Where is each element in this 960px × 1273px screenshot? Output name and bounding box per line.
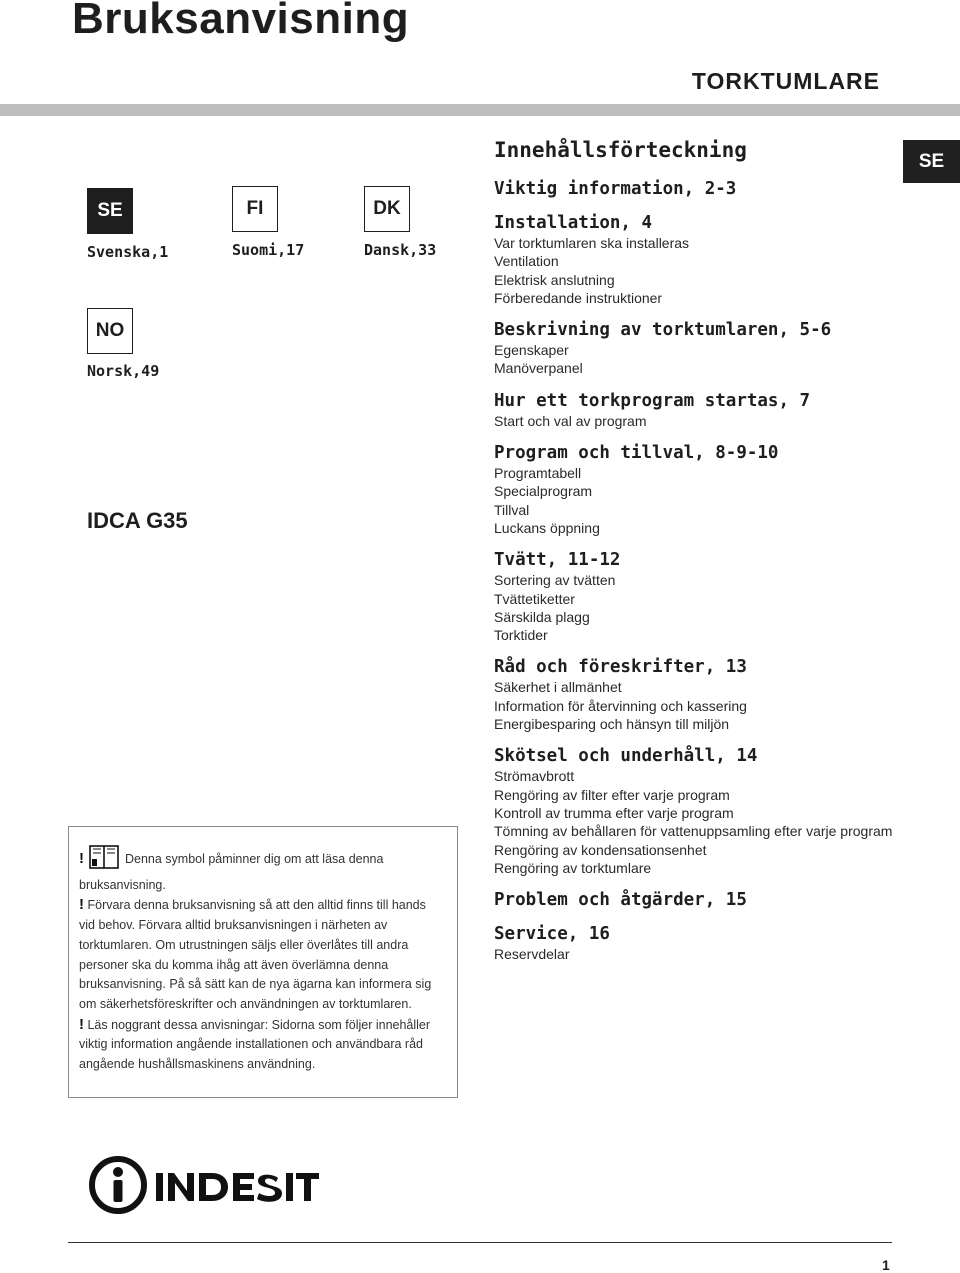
- table-of-contents: [494, 138, 914, 975]
- indesit-logo: [88, 1155, 320, 1220]
- toc-section: [494, 212, 914, 307]
- toc-section-title: Service, 16: [494, 924, 610, 945]
- toc-item: Information för återvinning och kassering: [494, 697, 747, 714]
- toc-item: Sortering av tvätten: [494, 572, 616, 589]
- toc-section: [494, 390, 914, 430]
- notice-box: [68, 826, 458, 1098]
- toc-item: Förberedande instruktioner: [494, 289, 663, 306]
- toc-section-title: Problem och åtgärder, 15: [494, 890, 747, 911]
- language-code-se: SE: [87, 188, 133, 234]
- document-title: Bruksanvisning: [72, 0, 410, 43]
- language-label-svenska: Svenska,1: [87, 243, 169, 261]
- toc-item: Energibesparing och hänsyn till miljön: [494, 716, 730, 733]
- notice-text-symbol: Denna symbol påminner dig om att läsa denna bruksanvisning.: [79, 852, 384, 892]
- warning-mark: !: [79, 850, 84, 867]
- toc-item: Manöverpanel: [494, 360, 583, 377]
- toc-item: Reservdelar: [494, 946, 570, 963]
- toc-item: Rengöring av kondensationsenhet: [494, 841, 707, 858]
- toc-section: [494, 549, 914, 644]
- product-type-label: TORKTUMLARE: [691, 68, 880, 94]
- toc-section-title: Beskrivning av torktumlaren, 5-6: [494, 320, 832, 341]
- toc-item: Var torktumlaren ska installeras: [494, 235, 690, 251]
- manual-book-icon: [89, 845, 119, 876]
- toc-section: [494, 656, 914, 733]
- toc-section-title: Viktig information, 2-3: [494, 179, 737, 199]
- toc-section: [494, 889, 914, 911]
- toc-section-title: Installation, 4: [494, 213, 653, 233]
- toc-section: [494, 178, 914, 200]
- notice-text-read-carefully: Läs noggrant dessa anvisningar: Sidorna som följer innehåller viktig information angående installationen och användbara råd angående hushållsmaskinens användning.: [79, 1017, 431, 1072]
- toc-item: Torktider: [494, 627, 548, 644]
- toc-item: Kontroll av trumma efter varje program: [494, 804, 734, 821]
- toc-section-title: Råd och föreskrifter, 13: [494, 657, 747, 678]
- language-code-fi: FI: [232, 186, 278, 232]
- toc-section: [494, 442, 914, 537]
- toc-item: Tvättetiketter: [494, 590, 575, 607]
- toc-item: Säkerhet i allmänhet: [494, 679, 622, 696]
- language-label-suomi: Suomi,17: [232, 241, 305, 259]
- toc-item: Rengöring av filter efter varje program: [494, 786, 730, 803]
- notice-text-storage: Förvara denna bruksanvisning så att den alltid finns till hands vid behov. Förvara alltid bruksanvisningen i närheten av torktumlaren. Om utrustningen säljs eller överlåtes till andra personer ska du komma ihåg att även överlämna denna bruksanvisning. På så sätt kan de nya ägarna kan informera sig om säkerhetsföreskrifter och användningen av torktumlaren.: [79, 898, 432, 1011]
- language-label-dansk: Dansk,33: [364, 241, 437, 259]
- toc-item: Specialprogram: [494, 483, 593, 500]
- toc-item: Rengöring av torktumlare: [494, 859, 652, 876]
- warning-mark: !: [79, 1015, 84, 1033]
- toc-section-title: Skötsel och underhåll, 14: [494, 746, 758, 767]
- toc-item: Ventilation: [494, 253, 559, 270]
- language-code-no: NO: [87, 308, 133, 354]
- toc-section-title: Program och tillval, 8-9-10: [494, 443, 779, 464]
- language-tab-se: SE: [903, 140, 960, 183]
- model-name: IDCA G35: [87, 508, 188, 533]
- toc-item: Egenskaper: [494, 342, 569, 359]
- toc-section-title: Hur ett torkprogram startas, 7: [494, 390, 811, 411]
- toc-item: Elektrisk anslutning: [494, 271, 615, 288]
- toc-section: [494, 319, 914, 378]
- toc-item: Särskilda plagg: [494, 608, 590, 625]
- header-divider-bar: [0, 104, 960, 116]
- toc-item: Tillval: [494, 501, 530, 518]
- toc-item: Tömning av behållaren för vattenuppsamling efter varje program: [494, 823, 893, 840]
- toc-item: Luckans öppning: [494, 519, 600, 536]
- footer-divider: [68, 1242, 892, 1243]
- toc-item: Start och val av program: [494, 412, 647, 429]
- toc-section: [494, 745, 914, 877]
- page-number: 1: [882, 1257, 890, 1273]
- language-label-norsk: Norsk,49: [87, 362, 160, 380]
- toc-section-title: Tvätt, 11-12: [494, 550, 621, 571]
- toc-item: Programtabell: [494, 465, 582, 482]
- toc-section: [494, 923, 914, 963]
- language-code-dk: DK: [364, 186, 410, 232]
- warning-mark: !: [79, 896, 84, 914]
- toc-heading: Innehållsförteckning: [494, 138, 747, 162]
- toc-item: Strömavbrott: [494, 768, 575, 785]
